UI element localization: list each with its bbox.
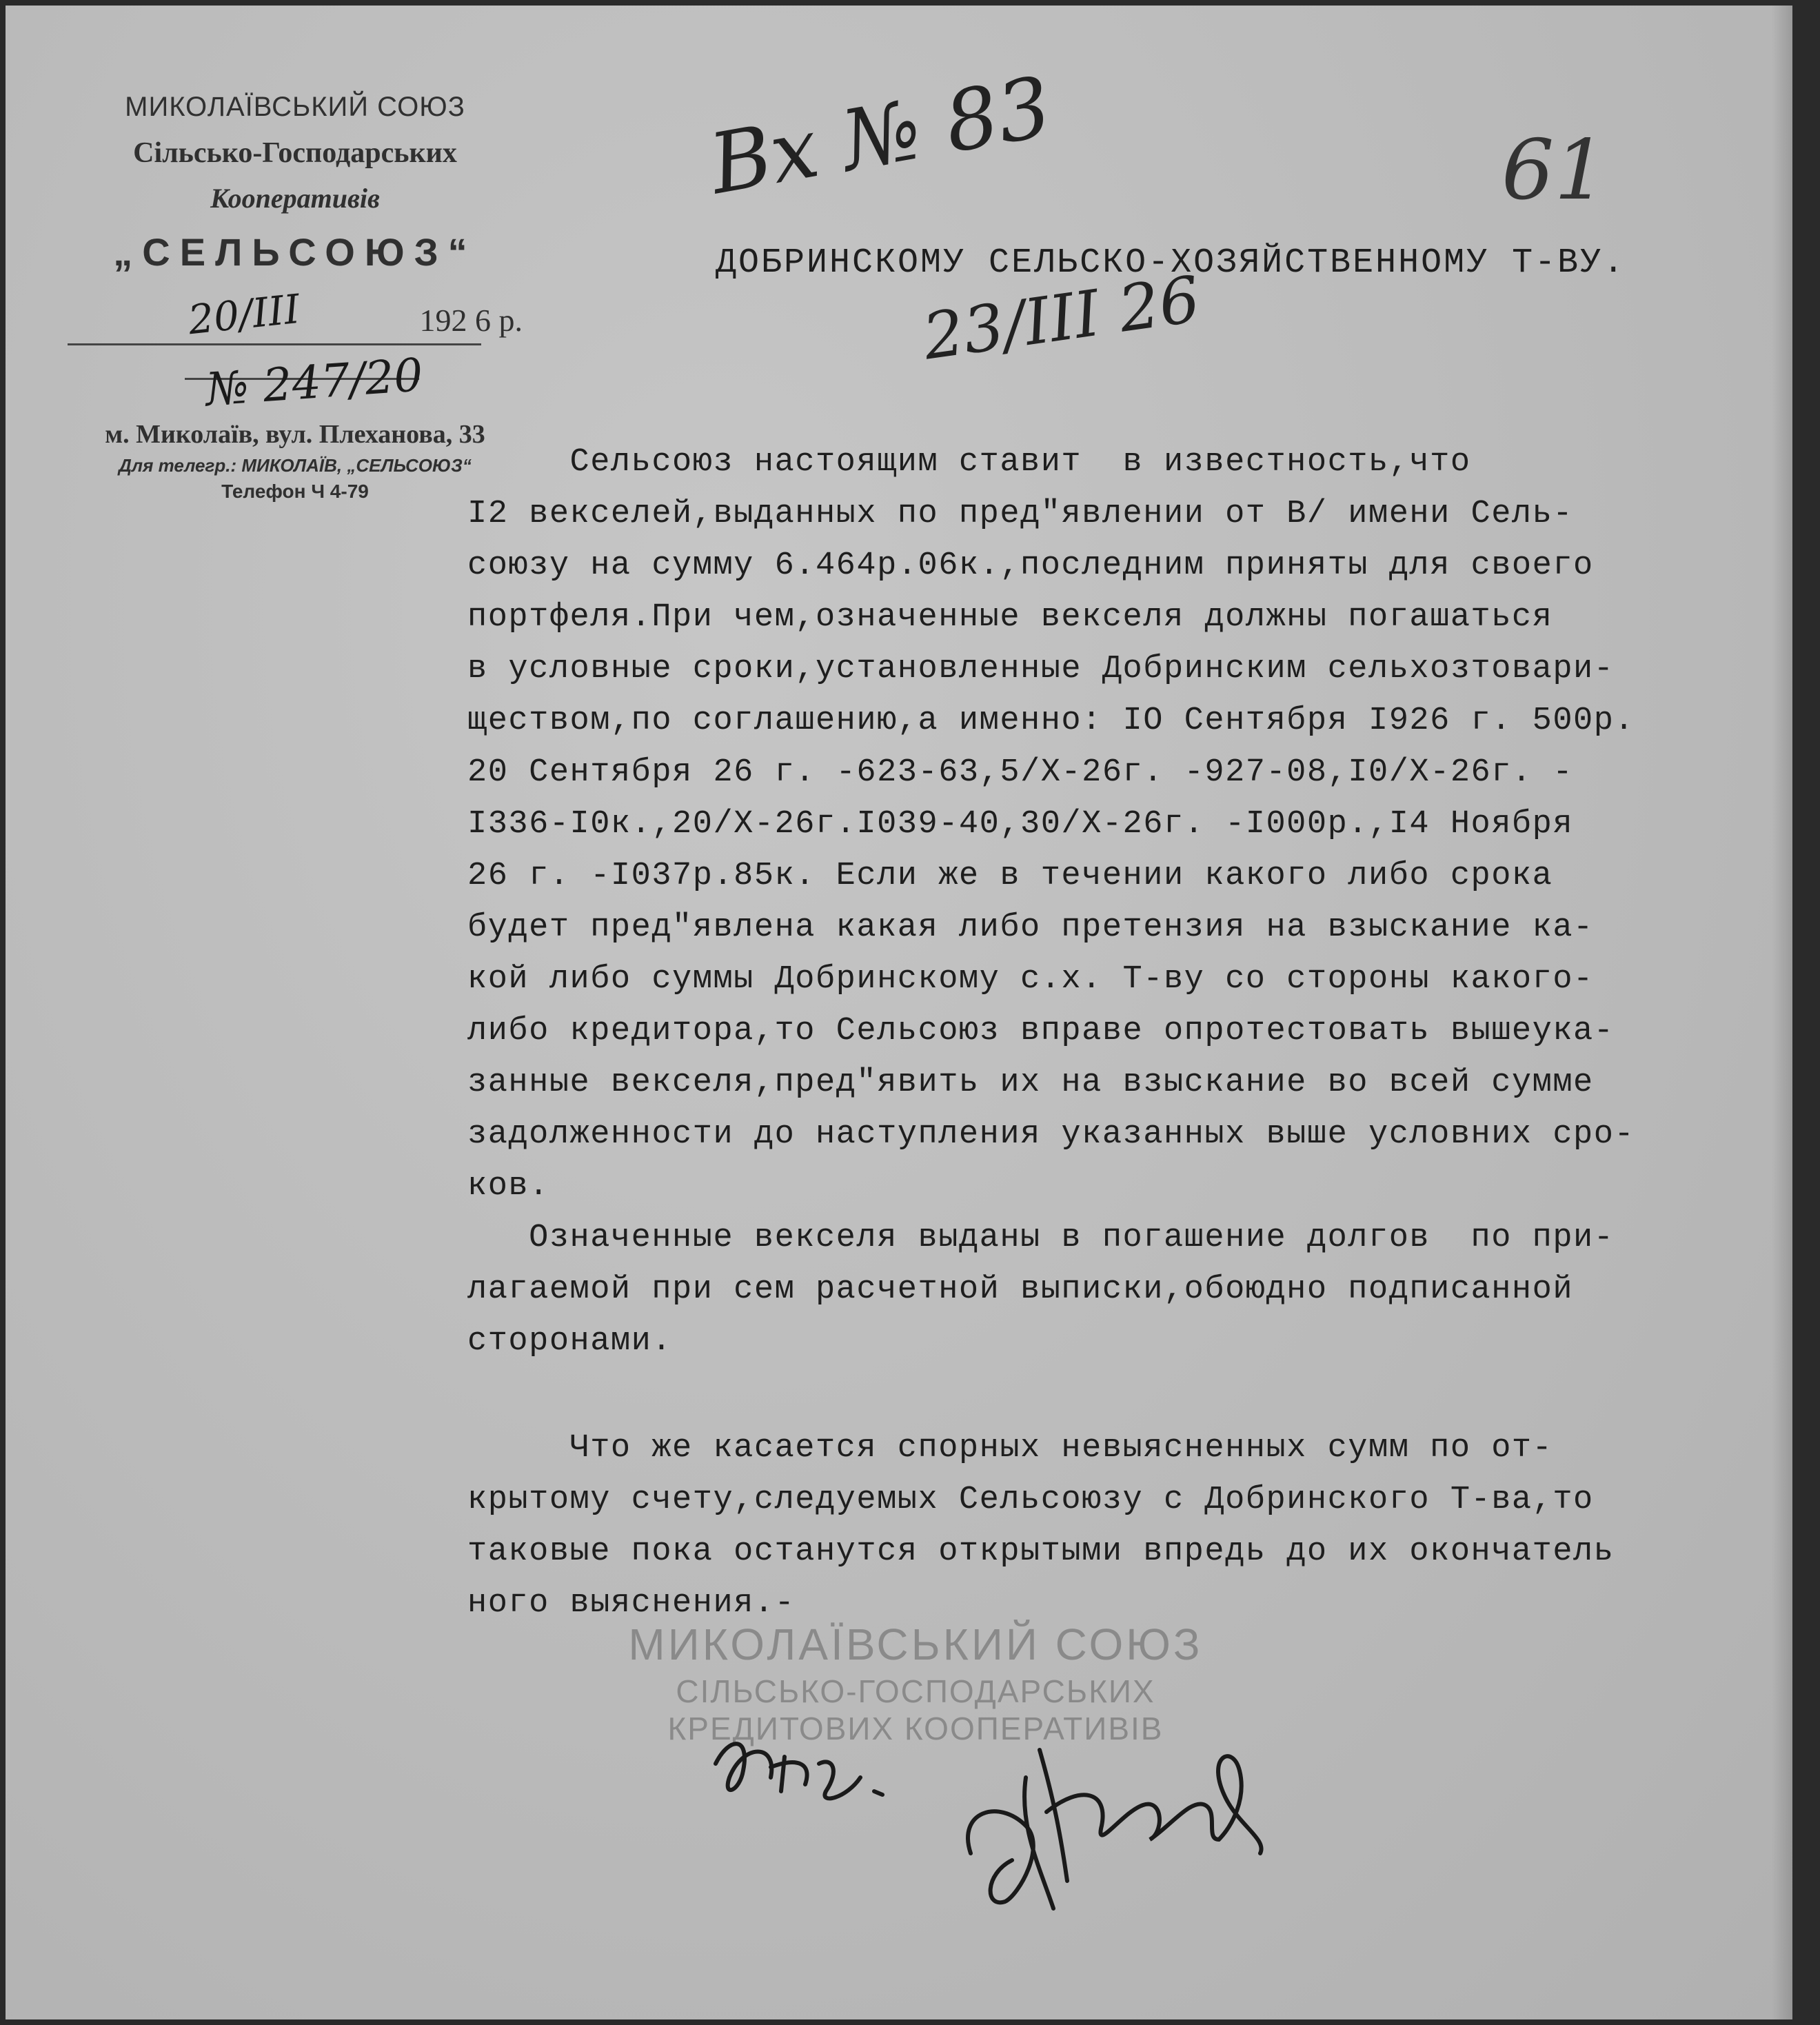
- handwritten-outgoing-number: № 247/20: [203, 348, 425, 416]
- body-line: в условные сроки,установленные Добринским сельхозтовари-: [467, 651, 1615, 687]
- letterhead-address: м. Миколаїв, вул. Плеханова, 33: [105, 420, 485, 449]
- paragraph-gap: [467, 1367, 1791, 1422]
- document-page: [6, 6, 1792, 2019]
- handwritten-page-number: 61: [1502, 123, 1607, 219]
- stamp-union-name: МИКОЛАЇВСЬКИЙ СОЮЗ: [628, 1620, 1203, 1669]
- letterhead-date-number: [68, 285, 523, 416]
- letter-body: [467, 436, 1791, 1629]
- stamp-union-type: СІЛЬСЬКО-ГОСПОДАРСЬКИХ КРЕДИТОВИХ КООПЕРАТИВІВ: [667, 1673, 1164, 1746]
- body-line: крытому счету,следуемых Сельсоюзу с Добринского Т-ва,то: [467, 1482, 1594, 1518]
- body-line: Что же касается спорных невыясненных сумм по от-: [467, 1430, 1553, 1467]
- body-line: I336-I0к.,20/Х-26г.I039-40,30/Х-26г. -I000р.,I4 Ноября: [467, 806, 1574, 843]
- letterhead-year: 192 6 р.: [419, 303, 523, 338]
- date-rule: [68, 343, 481, 345]
- handwritten-outgoing-date: 20/III: [185, 285, 303, 344]
- addressee-line: ДОБРИНСКОМУ СЕЛЬСКО-ХОЗЯЙСТВЕННОМУ Т-ВУ.: [716, 243, 1626, 283]
- body-line: союзу на сумму 6.464р.06к.,последним приняты для своего: [467, 547, 1594, 584]
- letterhead-cooperatives: Кооперативів: [210, 183, 380, 214]
- letterhead-union-name: МИКОЛАЇВСЬКИЙ СОЮЗ: [125, 92, 465, 122]
- signature-chairman: [943, 1674, 1274, 1922]
- body-line: I2 векселей,выданных по пред"явлении от В/ имени Сель-: [467, 496, 1574, 532]
- letterhead-union-type: Сільсько-Господарських: [133, 137, 457, 169]
- body-line: ществом,по соглашению,а именно: IO Сентября I926 г. 500р.: [467, 703, 1635, 739]
- body-line: 20 Сентября 26 г. -623-63,5/Х-26г. -927-08,I0/Х-26г. -: [467, 754, 1574, 791]
- body-line: ков.: [467, 1168, 549, 1205]
- body-line: 26 г. -I037р.85к. Если же в течении какого либо срока: [467, 858, 1553, 894]
- body-line: будет пред"явлена какая либо претензия на взыскание ка-: [467, 909, 1594, 946]
- body-line: Сельсоюз настоящим ставит в известность,что: [467, 444, 1471, 481]
- handwritten-incoming-number: Вх № 83: [702, 59, 1058, 214]
- body-line: таковые пока останутся открытыми впредь до их окончатель: [467, 1533, 1615, 1570]
- body-line: ного выяснения.-: [467, 1585, 796, 1622]
- signature-bookkeeper: [702, 1715, 909, 1819]
- body-line: портфеля.При чем,означенные векселя должны погашаться: [467, 599, 1553, 636]
- letterhead-brand: „СЕЛЬСОЮЗ“: [113, 230, 477, 274]
- body-line: Означенные векселя выданы в погашение долгов по при-: [467, 1220, 1615, 1256]
- letterhead-stamp: [68, 92, 523, 503]
- body-line: лагаемой при сем расчетной выписки,обоюдно подписанной: [467, 1271, 1574, 1308]
- handwritten-received-date: 23/III 26: [918, 262, 1204, 374]
- body-line: сторонами.: [467, 1323, 673, 1360]
- body-line: задолженности до наступления указанных выше условних сро-: [467, 1116, 1635, 1153]
- body-line: либо кредитора,то Сельсоюз вправе опротестовать вышеука-: [467, 1013, 1615, 1049]
- letterhead-telegraph: Для телегр.: МИКОЛАЇВ, „СЕЛЬСОЮЗ“: [119, 455, 472, 476]
- body-line: занные векселя,пред"явить их на взыскание во всей сумме: [467, 1065, 1594, 1101]
- body-line: кой либо суммы Добринскому с.х. Т-ву со стороны какого-: [467, 961, 1594, 998]
- letterhead-phone: Телефон Ч 4-79: [221, 481, 369, 502]
